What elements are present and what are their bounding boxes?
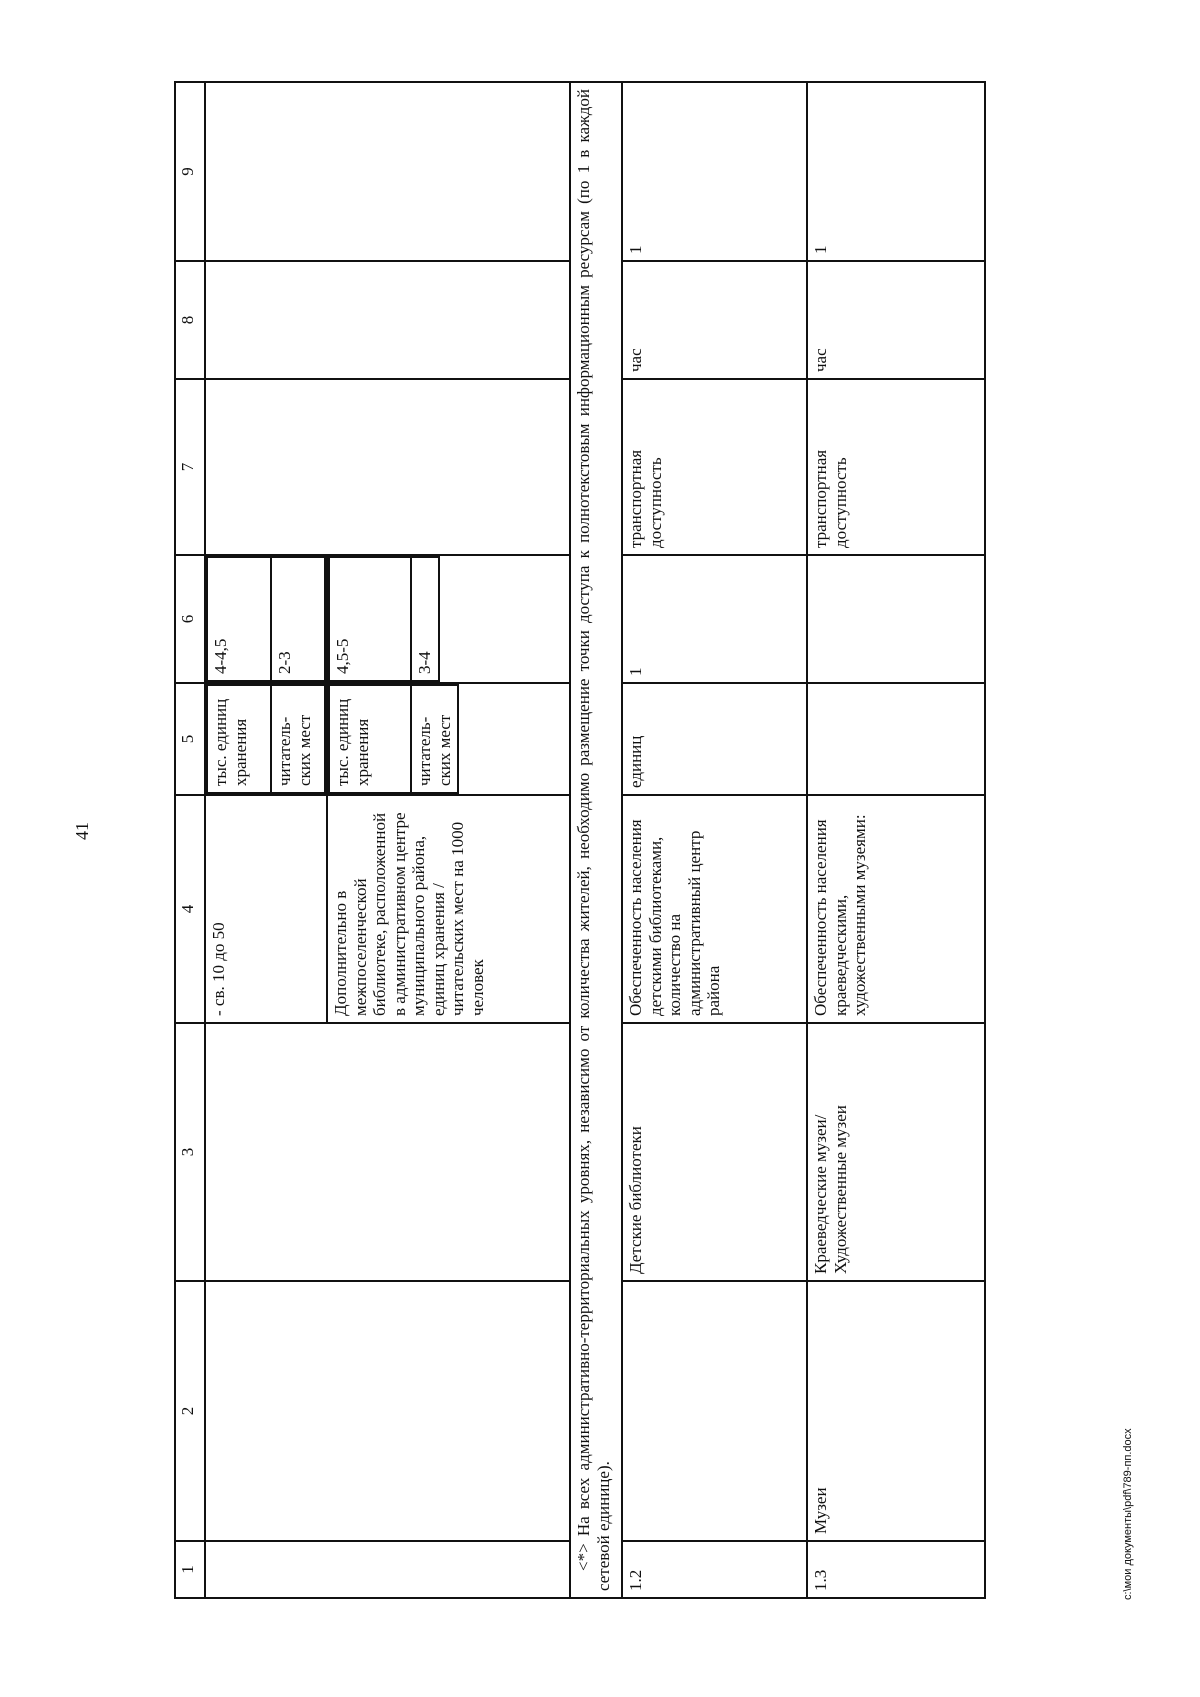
table-cell: 1: [622, 82, 807, 261]
values-subtable: [206, 556, 326, 682]
footnote-text: <*> На всех административно-территориальных уровнях, независимо от количества жителей, необходимо размещение точки доступа к полнотекстовым информационным ресурсам (по 1 в каждой сетевой единице).: [570, 82, 622, 1598]
table-cell: - св. 10 до 50: [205, 795, 327, 1023]
units-subtable: [206, 684, 326, 794]
table-cell: Краеведческие музеи/ Художественные музеи: [807, 1023, 985, 1281]
rotated-table-container: [174, 83, 1008, 1599]
table-cell: [205, 683, 327, 795]
table-row: [807, 82, 985, 1598]
header-cell: 9: [175, 82, 205, 261]
table-cell: [205, 1281, 570, 1541]
value-cell: 4,5-5: [329, 557, 411, 681]
header-cell: 5: [175, 683, 205, 795]
table-cell: [205, 82, 570, 261]
table-cell: [807, 555, 985, 683]
table-cell: час: [622, 261, 807, 379]
table-cell: 1.3: [807, 1541, 985, 1598]
table-cell: [205, 1541, 570, 1598]
table-cell: Обеспеченность населения детскими библиотеками, количество на административный центр района: [622, 795, 807, 1023]
values-subtable: [328, 556, 440, 682]
table-cell: [622, 1281, 807, 1541]
header-row: [175, 82, 205, 1598]
units-cell: тыс. единиц хранения: [207, 685, 271, 793]
standards-table: [174, 81, 986, 1599]
table-cell: 1: [807, 82, 985, 261]
table-cell: транспортная доступность: [807, 379, 985, 555]
table-row: [205, 82, 327, 1598]
table-cell: 1.2: [622, 1541, 807, 1598]
value-cell: 3-4: [411, 557, 439, 681]
table-cell: час: [807, 261, 985, 379]
value-cell: 4-4,5: [207, 557, 271, 681]
units-cell: тыс. единиц хранения: [329, 685, 411, 793]
table-cell: транспортная доступность: [622, 379, 807, 555]
table-cell: 1: [622, 555, 807, 683]
header-cell: 3: [175, 1023, 205, 1281]
table-cell: [205, 379, 570, 555]
header-cell: 2: [175, 1281, 205, 1541]
footnote-row: [570, 82, 622, 1598]
header-cell: 6: [175, 555, 205, 683]
units-cell: читатель-ских мест: [271, 685, 325, 793]
table-cell: Детские библиотеки: [622, 1023, 807, 1281]
table-cell: [205, 261, 570, 379]
value-cell: 2-3: [271, 557, 325, 681]
header-cell: 4: [175, 795, 205, 1023]
header-cell: 7: [175, 379, 205, 555]
table-row: [622, 82, 807, 1598]
file-path-footer: c:\мои документы\pdf\789-пп.docx: [1122, 1428, 1134, 1600]
header-cell: 8: [175, 261, 205, 379]
table-cell: Обеспеченность населения краеведческими, художественными музеями:: [807, 795, 985, 1023]
table-cell: [327, 683, 570, 795]
page-number: 41: [72, 822, 92, 840]
units-subtable: [328, 684, 459, 794]
units-cell: читатель-ских мест: [411, 685, 458, 793]
table-cell: [327, 555, 570, 683]
header-cell: 1: [175, 1541, 205, 1598]
table-cell: Дополнительно в межпоселенческой библиотеке, расположенной в административном центре муниципального района, единиц хранения / читательских мест на 1000 человек: [327, 795, 570, 1023]
table-cell: [205, 555, 327, 683]
table-cell: [807, 683, 985, 795]
table-cell: Музеи: [807, 1281, 985, 1541]
table-cell: [205, 1023, 570, 1281]
table-cell: единиц: [622, 683, 807, 795]
